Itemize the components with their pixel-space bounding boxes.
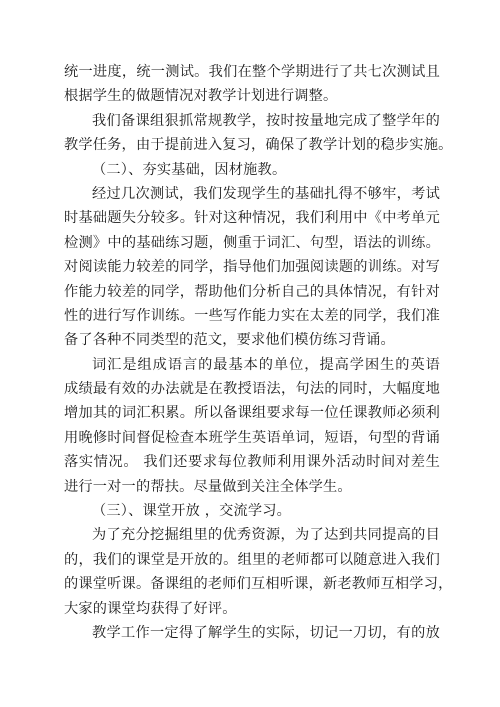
text-line: 检测》中的基础练习题，侧重于词汇、句型，语法的训练。	[64, 234, 440, 251]
section-heading-2	[64, 158, 440, 182]
text-line: 的，我们的课堂是开放的。组里的老师都可以随意进入我们	[64, 551, 440, 568]
heading-line: （三）、课堂开放 ，交流学习。	[92, 503, 292, 520]
text-line: 成绩最有效的办法就是在教授语法，句法的同时，大幅度地	[64, 381, 440, 398]
text-line: 为了充分挖掘组里的优秀资源，为了达到共同提高的目	[92, 527, 440, 544]
text-line: 落实情况。 我们还要求每位教师利用课外活动时间对差生	[64, 454, 440, 471]
text-line: 教学工作一定得了解学生的实际，切记一刀切，有的放	[92, 624, 440, 641]
text-line: 时基础题失分较多。针对这种情况，我们利用中《中考单元	[64, 210, 440, 227]
paragraph-student-reality	[64, 621, 440, 645]
text-line: 经过几次测试，我们发现学生的基础扎得不够牢，考试	[92, 185, 440, 202]
text-line: 词汇是组成语言的最基本的单位，提高学困生的英语	[92, 356, 440, 373]
text-line: 统一进度，统一测试。我们在整个学期进行了共七次测试且	[64, 64, 440, 80]
text-line: 增加其的词汇积累。所以备课组要求每一位任课教师必须利	[64, 405, 440, 422]
text-line: 我们备课组狠抓常规教学，按时按量地完成了整学年的	[92, 112, 440, 129]
text-line: 用晚修时间督促检查本班学生英语单词，短语，句型的背诵	[64, 429, 440, 446]
paragraph-vocabulary	[64, 353, 440, 499]
text-line: 教学任务，由于提前进入复习，确保了教学计划的稳步实施。	[64, 137, 453, 154]
text-line: 的课堂听课。备课组的老师们互相听课，新老教师互相学习，	[64, 576, 453, 593]
heading-line: （二）、夯实基础，因材施教。	[92, 161, 287, 178]
section-heading-3	[64, 499, 440, 523]
paragraph-open-classroom	[64, 523, 453, 621]
text-line: 进行一对一的帮扶。尽量做到关注全体学生。	[64, 478, 352, 495]
paragraph-continuation	[64, 60, 440, 109]
paragraph-routine-teaching	[64, 109, 453, 158]
paragraph-basics-training	[64, 182, 440, 353]
text-line: 备了各种不同类型的范文，要求他们模仿练习背诵。	[64, 332, 395, 349]
text-line: 大家的课堂均获得了好评。	[64, 600, 237, 617]
text-line: 根据学生的做题情况对教学计划进行调整。	[64, 88, 338, 105]
document-page	[64, 60, 453, 645]
text-line: 作能力较差的同学，帮助他们分析自己的具体情况，有针对	[64, 283, 440, 300]
text-line: 对阅读能力较差的同学，指导他们加强阅读题的训练。对写	[64, 259, 440, 276]
text-line: 性的进行写作训练。一些写作能力实在太差的同学，我们准	[64, 307, 440, 324]
